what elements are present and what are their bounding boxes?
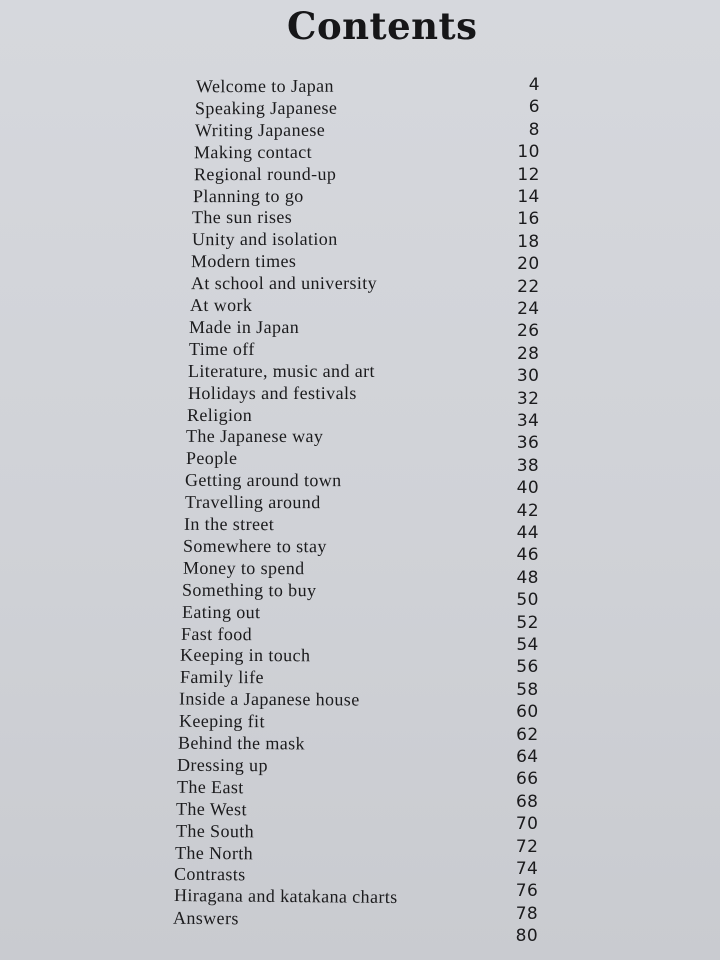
toc-entry-title: Eating out	[181, 601, 261, 622]
toc-entry-page: 30	[516, 366, 540, 387]
toc-entry-title: Made in Japan	[189, 316, 300, 337]
toc-entry-page: 16	[517, 209, 540, 230]
toc-entry-page: 34	[516, 411, 540, 431]
toc-entry-title: The sun rises	[192, 207, 293, 228]
toc-entry-title: Keeping in touch	[180, 645, 311, 666]
toc-entry-title: The West	[176, 798, 248, 819]
toc-entry-title: In the street	[183, 513, 275, 535]
toc-entry-page: 50	[516, 590, 539, 611]
toc-entry-page: 76	[515, 881, 539, 902]
toc-entry-title: People	[185, 448, 238, 469]
toc-entry-title: Modern times	[191, 251, 297, 272]
toc-entry-title: The South	[175, 820, 254, 841]
toc-entry-title: Religion	[186, 404, 253, 425]
toc-entry-title: Getting around town	[185, 470, 342, 491]
toc-entry-page: 26	[517, 321, 540, 342]
toc-entry-page: 70	[515, 814, 539, 835]
toc-entry-page: 28	[516, 343, 540, 364]
toc-entry-page: 74	[515, 859, 539, 879]
toc-entry-page: 22	[517, 276, 540, 297]
toc-entry-title: Answers	[173, 907, 240, 929]
toc-entry-page: 10	[517, 142, 540, 163]
toc-entry-title: Somewhere to stay	[183, 535, 328, 557]
toc-entry-page: 66	[516, 769, 539, 790]
toc-entry-page: 46	[516, 545, 539, 566]
toc-entry-title: Time off	[188, 338, 255, 359]
toc-entry-page: 6	[528, 97, 540, 118]
toc-entry-title: Behind the mask	[177, 732, 306, 754]
toc-entry-title: Inside a Japanese house	[179, 688, 360, 710]
toc-entry-page: 20	[517, 254, 540, 275]
toc-entry-title: Something to buy	[182, 579, 317, 600]
toc-entry-page: 62	[516, 724, 539, 745]
toc-entry-title: Contrasts	[174, 864, 247, 885]
toc-entry-title: Planning to go	[192, 185, 304, 206]
toc-entry-title: Writing Japanese	[194, 119, 325, 141]
toc-entry-title: Money to spend	[182, 557, 305, 578]
toc-entry-title: Fast food	[180, 623, 253, 644]
toc-entry-page: 64	[516, 747, 539, 767]
toc-entry-title: Hiragana and katakana charts	[173, 885, 398, 908]
toc-entry-page: 56	[516, 657, 539, 678]
toc-entry-title: Keeping fit	[178, 710, 265, 732]
page-title: Contents	[287, 4, 478, 48]
toc-entry-title: At school and university	[190, 272, 377, 294]
toc-entry-title: Literature, music and art	[188, 360, 376, 381]
toc-entry-title: Unity and isolation	[191, 229, 338, 250]
toc-entry-page: 78	[515, 903, 539, 924]
toc-entry-title: Travelling around	[184, 491, 321, 513]
toc-entry-page: 12	[517, 164, 540, 185]
toc-entry-page: 32	[516, 388, 540, 409]
toc-entry-page: 4	[528, 75, 540, 95]
toc-entry-page: 58	[516, 679, 539, 700]
toc-entry-title: At work	[189, 294, 253, 316]
toc-entry-page: 42	[516, 500, 540, 521]
toc-entry-title: The East	[176, 776, 244, 798]
toc-entry-page: 8	[528, 119, 540, 140]
toc-entry-title: Speaking Japanese	[195, 97, 338, 119]
toc-entry-title: The North	[174, 842, 254, 863]
toc-entry-page: 72	[515, 836, 539, 857]
toc-entry-page: 52	[516, 612, 539, 633]
toc-entry-page: 38	[516, 455, 540, 476]
toc-entry-page: 60	[516, 702, 539, 723]
toc-entry-page: 54	[516, 635, 539, 655]
toc-entry-title: Welcome to Japan	[195, 75, 334, 97]
toc-entry-page: 14	[517, 187, 540, 207]
toc-entry-title: The Japanese way	[186, 426, 324, 447]
toc-entry-page: 68	[515, 791, 539, 812]
toc-entry-page: 80	[515, 926, 539, 947]
toc-entry-title: Regional round-up	[193, 163, 336, 184]
toc-entry-page: 44	[516, 523, 539, 543]
toc-entry-page: 36	[516, 433, 540, 454]
toc-entry-title: Making contact	[194, 141, 313, 162]
toc-entry-title: Holidays and festivals	[187, 382, 357, 403]
toc-entry-title: Dressing up	[177, 754, 269, 776]
toc-entry-page: 48	[516, 567, 539, 588]
toc-entry-page: 24	[517, 299, 540, 319]
toc-entry-page: 18	[517, 231, 540, 252]
toc-entry-page: 40	[516, 478, 540, 499]
toc-entry-title: Family life	[179, 667, 264, 688]
